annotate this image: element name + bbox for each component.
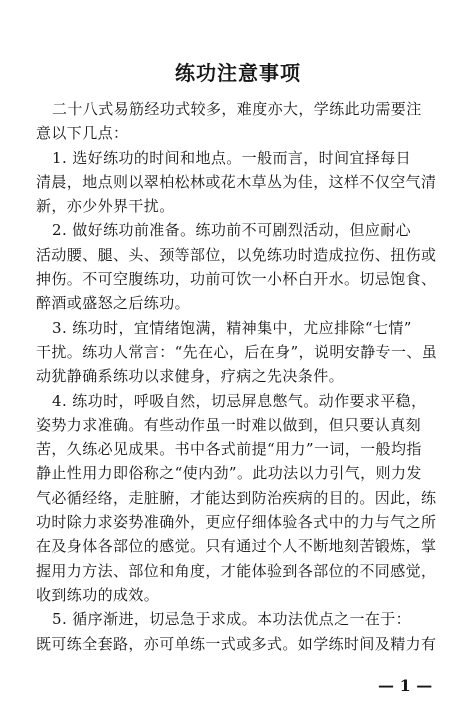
text-line: 功时除力求姿势准确外，更应仔细体验各式中的力与气之所 <box>36 513 437 532</box>
text-line: 既可练全套路，亦可单练一式或多式。如学练时间及精力有 <box>36 634 437 653</box>
text-line: 在及身体各部位的感觉。只有通过个人不断地刻苦锻炼，掌 <box>36 537 437 556</box>
page-title: 练功注意事项 <box>175 61 301 85</box>
text-line: 2. 做好练功前准备。练功前不可剧烈活动，但应耐心 <box>52 221 412 240</box>
text-line: 苦，久练必见成果。书中各式前提“用力”一词，一般均指 <box>36 440 422 459</box>
text-line: 活动腰、腿、头、颈等部位，以免练功时造成拉伤、扭伤或 <box>36 245 437 264</box>
text-line: 抻伤。不可空腹练功，功前可饮一小杯白开水。切忌饱食、 <box>36 270 437 289</box>
text-line: 姿势力求准确。有些动作虽一时难以做到，但只要认真刻 <box>36 415 422 434</box>
text-line: 醉酒或盛怒之后练功。 <box>36 294 191 313</box>
text-line: 清晨，地点则以翠柏松林或花木草丛为佳，这样不仅空气清 <box>36 172 437 191</box>
text-line: 4. 练功时，呼吸自然，切忌屏息憋气。动作要求平稳， <box>52 391 427 410</box>
text-line: 新，亦少外界干扰。 <box>36 197 175 216</box>
text-line: 握用力方法、部位和角度，才能体验到各部位的不同感觉， <box>36 561 437 580</box>
body-text <box>36 97 454 656</box>
text-line: 5. 循序渐进，切忌急于求成。本功法优点之一在于： <box>52 610 412 629</box>
text-line: 干扰。练功人常言：“先在心，后在身”，说明安静专一、虽 <box>36 342 438 361</box>
text-line: 收到练功的成效。 <box>36 585 160 604</box>
text-line: 气必循经络，走脏腑，才能达到防治疾病的目的。因此，练 <box>36 488 437 507</box>
text-line: 1. 选好练功的时间和地点。一般而言，时间宜择每日 <box>52 148 412 167</box>
text-line: 静止性用力即俗称之“使内劲”。此功法以力引气，则力发 <box>36 464 422 483</box>
text-line: 3. 练功时，宜情绪饱满，精神集中，尤应排除“七情” <box>52 318 412 337</box>
text-line: 动犹静确系练功以求健身，疗病之先决条件。 <box>36 367 345 386</box>
text-line: 意以下几点： <box>36 124 129 143</box>
text-line: 二十八式易筋经功式较多，难度亦大，学练此功需要注 <box>52 100 422 118</box>
page-number: — 1 — <box>378 676 433 695</box>
